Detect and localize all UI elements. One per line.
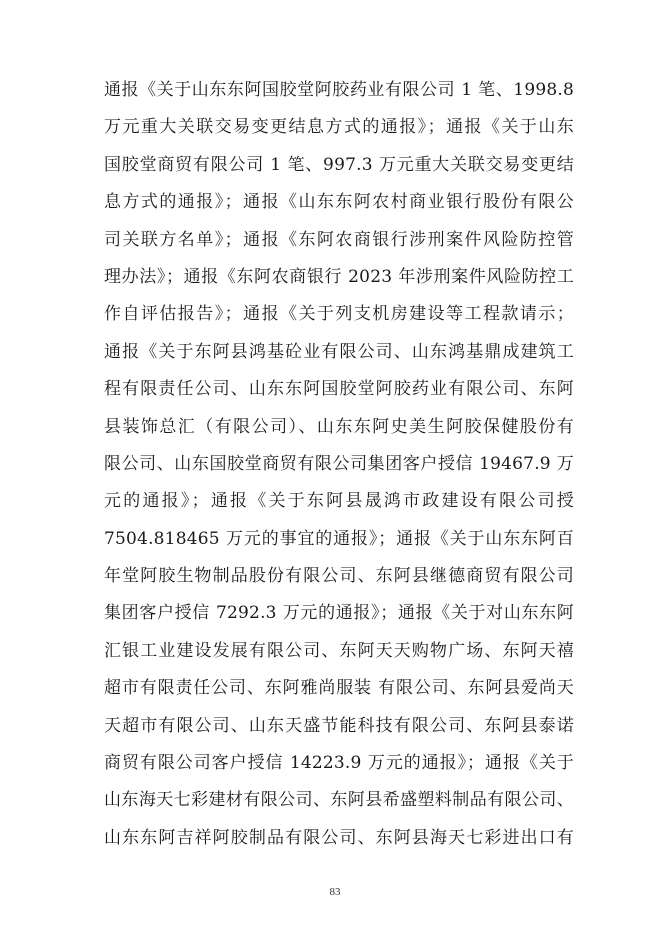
text-line: 司关联方名单》；通报《东阿农商银行涉刑案件风险防控管: [104, 229, 574, 250]
body-paragraph: [104, 72, 574, 857]
text-line: 集团客户授信 7292.3 万元的通报》；通报《关于对山东东阿: [104, 603, 574, 624]
text-line: 万元重大关联交易变更结息方式的通报》；通报《关于山东: [104, 117, 574, 138]
page-number: 83: [329, 886, 341, 898]
text-line: 山东东阿吉祥阿胶制品有限公司、东阿县海天七彩进出口有: [104, 827, 574, 848]
text-line: 商贸有限公司客户授信 14223.9 万元的通报》；通报《关于: [104, 753, 574, 774]
text-line: 程有限责任公司、山东东阿国胶堂阿胶药业有限公司、东阿: [104, 379, 574, 400]
text-line: 年堂阿胶生物制品股份有限公司、东阿县继德商贸有限公司: [104, 566, 574, 587]
text-line: 通报《关于山东东阿国胶堂阿胶药业有限公司 1 笔、1998.8: [104, 80, 574, 100]
text-line: 超市有限责任公司、东阿雅尚服装 有限公司、东阿县爱尚天: [104, 678, 574, 699]
text-line: 国胶堂商贸有限公司 1 笔、997.3 万元重大关联交易变更结: [104, 154, 574, 175]
text-line: 通报《关于东阿县鸿基砼业有限公司、山东鸿基鼎成建筑工: [104, 341, 574, 362]
text-line: 限公司、山东国胶堂商贸有限公司集团客户授信 19467.9 万: [104, 453, 574, 474]
text-line: 汇银工业建设发展有限公司、东阿天天购物广场、东阿天禧: [104, 640, 574, 661]
text-line: 7504.818465 万元的事宜的通报》；通报《关于山东东阿百: [104, 528, 574, 549]
text-line: 县装饰总汇（有限公司）、山东东阿史美生阿胶保健股份有: [104, 416, 574, 437]
text-line: 山东海天七彩建材有限公司、东阿县希盛塑料制品有限公司、: [104, 790, 574, 811]
text-line: 息方式的通报》；通报《山东东阿农村商业银行股份有限公: [104, 192, 574, 213]
text-line: 天超市有限公司、山东天盛节能科技有限公司、东阿县泰诺: [104, 715, 574, 736]
text-line: 作自评估报告》；通报《关于列支机房建设等工程款请示；: [104, 304, 574, 325]
text-line: 理办法》；通报《东阿农商银行 2023 年涉刑案件风险防控工: [104, 266, 574, 287]
text-line: 元的通报》；通报《关于东阿县晟鸿市政建设有限公司授: [104, 491, 574, 512]
